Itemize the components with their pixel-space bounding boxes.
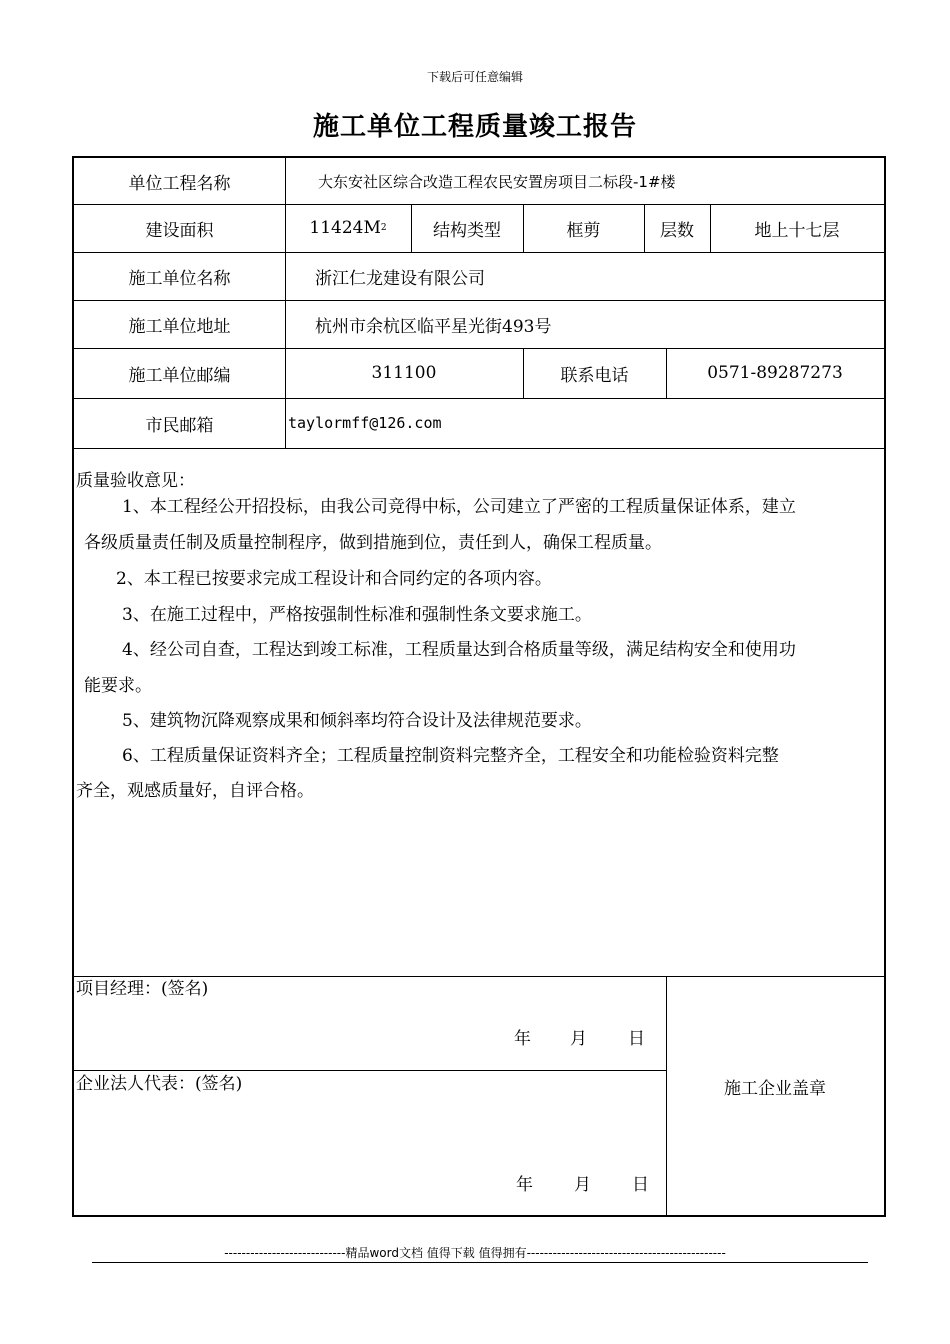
floors-label: 层数	[660, 220, 694, 241]
opinion-line: 3、在施工过程中，严格按强制性标准和强制性条文要求施工。	[122, 605, 592, 625]
email-value: taylormff@126.com	[288, 414, 442, 432]
phone-label: 联系电话	[560, 365, 629, 386]
footer-divider	[92, 1262, 868, 1263]
company-address-value: 杭州市余杭区临平星光街493号	[315, 316, 552, 337]
area-label: 建设面积	[145, 220, 214, 241]
date-day: 日	[628, 1029, 645, 1049]
date-day: 日	[632, 1175, 649, 1195]
opinion-line: 2、本工程已按要求完成工程设计和合同约定的各项内容。	[116, 569, 552, 589]
company-name-value: 浙江仁龙建设有限公司	[315, 268, 485, 289]
date-year: 年	[516, 1175, 533, 1195]
date-year: 年	[514, 1029, 531, 1049]
header-note: 下载后可任意编辑	[426, 70, 523, 84]
postcode-label: 施工单位邮编	[128, 365, 231, 386]
project-name-label: 单位工程名称	[128, 173, 231, 194]
company-seal-label: 施工企业盖章	[724, 1078, 826, 1099]
phone-value: 0571-89287273	[707, 363, 843, 383]
date-month: 月	[574, 1175, 591, 1195]
area-number: 11424M	[309, 218, 381, 238]
legal-representative-signature-label: 企业法人代表：(签名)	[76, 1074, 243, 1094]
opinion-heading: 质量验收意见：	[76, 471, 195, 491]
opinion-line: 能要求。	[84, 676, 152, 696]
opinion-line: 1、本工程经公开招投标，由我公司竞得中标，公司建立了严密的工程质量保证体系，建立	[122, 497, 796, 517]
floors-value: 地上十七层	[754, 220, 840, 241]
opinion-line: 齐全，观感质量好，自评合格。	[76, 781, 314, 801]
opinion-line: 5、建筑物沉降观察成果和倾斜率均符合设计及法律规范要求。	[122, 711, 592, 731]
document-title: 施工单位工程质量竣工报告	[312, 112, 637, 142]
project-name-value: 大东安社区综合改造工程农民安置房项目二标段-1#楼	[318, 172, 676, 191]
company-name-label: 施工单位名称	[128, 268, 231, 289]
report-form	[72, 156, 886, 1217]
structure-value: 框剪	[566, 220, 601, 241]
opinion-line: 4、经公司自查，工程达到竣工标准，工程质量达到合格质量等级，满足结构安全和使用功	[122, 640, 796, 660]
project-manager-signature-label: 项目经理：(签名)	[76, 979, 209, 999]
opinion-line: 各级质量责任制及质量控制程序，做到措施到位，责任到人，确保工程质量。	[84, 533, 662, 553]
opinion-line: 6、工程质量保证资料齐全；工程质量控制资料完整齐全，工程安全和功能检验资料完整	[122, 746, 779, 766]
area-value: 11424M 2	[309, 218, 387, 238]
postcode-value: 311100	[371, 363, 437, 383]
date-month: 月	[570, 1029, 587, 1049]
footer-text: ----------------------------精品word文档 值得下载 值得拥有----------------------------------------------	[224, 1246, 726, 1260]
company-address-label: 施工单位地址	[128, 316, 231, 337]
structure-label: 结构类型	[433, 220, 501, 241]
email-label: 市民邮箱	[145, 415, 214, 436]
